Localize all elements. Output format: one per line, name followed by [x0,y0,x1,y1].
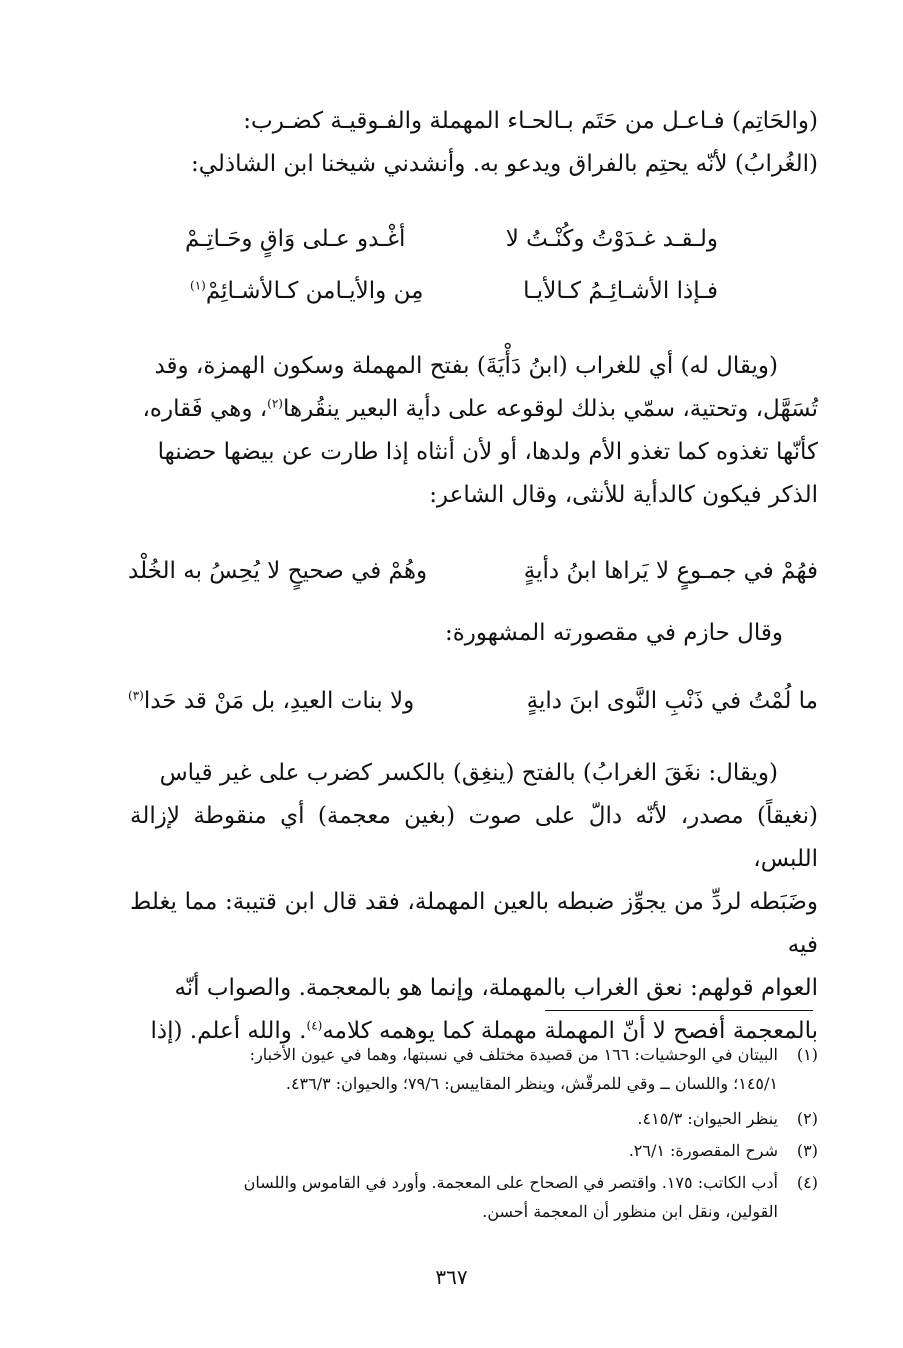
verse-text: مِن والأيـامن كـالأشـائِمْ [205,278,424,304]
text-line: الذكر فيكون كالدأية للأنثى، وقال الشاعر: [429,482,818,508]
paragraph-1 [130,100,818,186]
text-line: (ويقال: نغَقَ الغرابُ) بالفتح (ينغِق) بالكسر كضرب على غير قياس [159,760,778,786]
footnote-ref: (٢) [267,396,283,411]
text-line: (والحَاتِم) فـاعـل من حَتَم بـالحـاء المهملة والفـوقيـة كضـرب: [243,108,818,134]
verse-hemistich: ولـقـد غـدَوْتُ وكُنْـتُ لا [505,226,718,252]
footnote-line: أدب الكاتب: ١٧٥. واقتصر في الصحاح على المعجمة. وأورد في القاموس واللسان [243,1173,778,1192]
footnote-line: شرح المقصورة: ٢٦/١. [628,1141,778,1160]
verse-text: ولا بنات العيدِ، بل مَنْ قد حَدا [143,688,415,714]
footnote-line: ينظر الحيوان: ٤١٥/٣. [637,1109,778,1128]
footnote-line: البيتان في الوحشيات: ١٦٦ من قصيدة مختلف في نسبتها، وهما في عيون الأخبار: [249,1045,778,1064]
text-run: . والله أعلم. (إذا [150,1018,307,1044]
verse-hemistich: ما لُمْتُ في ذَنْبِ النَّوى ابنَ دايةٍ [526,688,818,714]
footnote-number: (١) [796,1045,818,1064]
verse-hemistich: أغْـدو عـلى وَاقٍ وحَـاتِـمْ [185,226,406,252]
footnote-ref: (١) [190,278,206,293]
text-run: بالمعجمة أفصح لا أنّ المهملة مهملة كما يوهمه كلامه [322,1018,818,1044]
verse-line [128,558,818,598]
verse-line [130,226,818,266]
footnote-ref: (٤) [306,1018,323,1033]
text-line: كأنّها تغذوه كما تغذو الأم ولدها، أو لأن أنثاه إذا طارت عن بيضها حضنها [157,439,818,465]
footnote-line: ١٤٥/١؛ واللسان ــ وقي للمرقّش، وينظر المقاييس: ٧٩/٦؛ والحيوان: ٤٣٦/٣. [285,1074,778,1093]
footnote [125,1104,818,1133]
verse-line [130,278,818,318]
text-line: (ويقال له) أي للغراب (ابنُ دَأْيَةَ) بفتح المهملة وسكون الهمزة، وقد [154,353,778,379]
verse-hemistich: فـإذا الأشـائِـمُ كـالأيـا [523,278,718,304]
footnote-line: القولين، ونقل ابن منظور أن المعجمة أحسن. [482,1202,778,1221]
text-line: وقال حازم في مقصورته المشهورة: [444,620,783,646]
verse-hemistich [190,278,423,304]
text-line: العوام قولهم: نعق الغراب بالمهملة، وإنما هو بالمعجمة. والصواب أنّه [174,975,818,1001]
footnote-number: (٤) [796,1173,818,1192]
footnote [125,1168,818,1226]
paragraph-3 [130,752,818,1053]
verse-line [128,688,818,728]
footnote-separator [545,1010,813,1011]
footnote-number: (٣) [796,1141,818,1160]
page-number: ٣٦٧ [435,1265,468,1289]
footnote [125,1040,818,1098]
paragraph-2 [130,345,818,517]
text-line [130,388,818,431]
footnote-number: (٢) [796,1109,818,1128]
text-line: (نغيقاً) مصدر، لأنّه دالّ على صوت (بغين معجمة) أي منقوطة لإزالة اللبس، [130,803,818,872]
text-run: ، وهي فَقاره، [142,396,268,422]
footnote [125,1136,818,1165]
verse-hemistich: فهُمْ في جمـوعٍ لا يَراها ابنُ دأيةٍ [523,558,818,584]
footnote-ref: (٣) [128,688,144,703]
text-run: تُسَهَّل، وتحتية، سمّي بذلك لوقوعه على دأية البعير ينقُرها [282,396,818,422]
text-line: وضَبَطه لردِّ من يجوِّز ضبطه بالعين المهملة، فقد قال ابن قتيبة: مما يغلط فيه [130,889,818,958]
verse-hemistich [128,688,414,714]
text-line: (الغُرابُ) لأنّه يحتِم بالفراق ويدعو به. وأنشدني شيخنا ابن الشاذلي: [191,151,818,177]
verse-hemistich: وهُمْ في صحيحٍ لا يُحِسُ به الخُلْد [128,558,428,584]
